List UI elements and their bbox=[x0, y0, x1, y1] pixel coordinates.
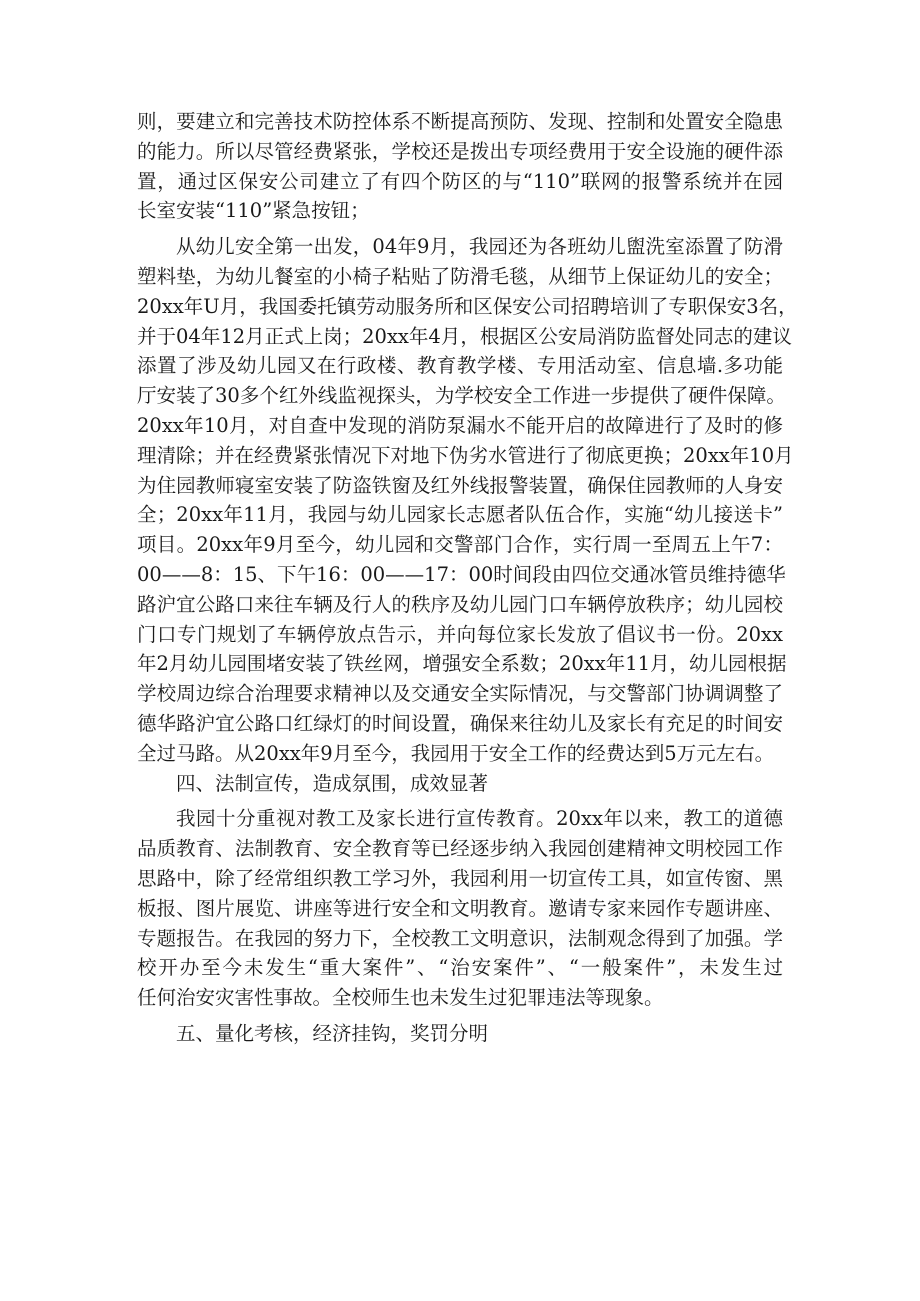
text-line: 专题报告。在我园的努力下，全校教工文明意识，法制观念得到了加强。学 bbox=[137, 926, 783, 950]
text-line: 00——8：15、下午16：00——17：00时间段由四位交通冰管员维持德华 bbox=[137, 562, 786, 586]
text-line: 从幼儿安全第一出发，04年9月，我园还为各班幼儿盥洗室添置了防滑 bbox=[176, 235, 783, 259]
document-body bbox=[137, 107, 798, 1049]
text-line: 长室安装“110”紧急按钮； bbox=[137, 199, 370, 223]
paragraph-2 bbox=[137, 232, 798, 768]
text-line: 添置了涉及幼儿园又在行政楼、教育教学楼、专用活动室、信息墙.多功能 bbox=[137, 354, 783, 378]
text-line: 全；20xx年11月，我园与幼儿园家长志愿者队伍合作，实施“幼儿接送卡” bbox=[137, 503, 783, 527]
text-line: 项目。20xx年9月至今，幼儿园和交警部门合作，实行周一至周五上午7： bbox=[137, 533, 783, 557]
section-heading-5 bbox=[137, 1019, 783, 1049]
text-line: 并于04年12月正式上岗；20xx年4月，根据区公安局消防监督处同志的建议 bbox=[137, 324, 792, 348]
text-line: 我园十分重视对教工及家长进行宣传教育。20xx年以来，教工的道德 bbox=[176, 807, 783, 831]
text-line: 学校周边综合治理要求精神以及交通安全实际情况，与交警部门协调调整了 bbox=[137, 682, 783, 706]
text-line: 德华路沪宜公路口红绿灯的时间设置，确保来往幼儿及家长有充足的时间安 bbox=[137, 711, 783, 735]
heading-text: 五、量化考核，经济挂钩，奖罚分明 bbox=[176, 1021, 489, 1045]
section-heading-4 bbox=[137, 769, 783, 799]
text-line: 思路中，除了经常组织教工学习外，我园利用一切宣传工具，如宣传窗、黑 bbox=[137, 866, 783, 890]
text-line: 品质教育、法制教育、安全教育等已经逐步纳入我园创建精神文明校园工作 bbox=[137, 837, 783, 861]
paragraph-3 bbox=[137, 804, 783, 1013]
text-line: 20xx年U月，我国委托镇劳动服务所和区保安公司招聘培训了专职保安3名， bbox=[137, 294, 798, 318]
text-line: 置，通过区保安公司建立了有四个防区的与“110”联网的报警系统并在园 bbox=[137, 169, 783, 193]
text-line: 20xx年10月，对自查中发现的消防泵漏水不能开启的故障进行了及时的修 bbox=[137, 413, 783, 437]
text-line: 板报、图片展览、讲座等进行安全和文明教育。邀请专家来园作专题讲座、 bbox=[137, 896, 783, 920]
paragraph-1 bbox=[137, 107, 783, 226]
text-line: 理清除；并在经费紧张情况下对地下伪劣水管进行了彻底更换；20xx年10月 bbox=[137, 443, 794, 467]
text-line: 任何治安灾害性事故。全校师生也未发生过犯罪违法等现象。 bbox=[137, 986, 664, 1010]
text-line: 年2月幼儿园围堵安装了铁丝网，增强安全系数；20xx年11月，幼儿园根据 bbox=[137, 652, 787, 676]
text-line: 全过马路。从20xx年9月至今，我园用于安全工作的经费达到5万元左右。 bbox=[137, 741, 775, 765]
text-line: 则，要建立和完善技术防控体系不断提高预防、发现、控制和处置安全隐患 bbox=[137, 110, 783, 133]
heading-text: 四、法制宣传，造成氛围，成效显著 bbox=[176, 771, 489, 795]
text-line: 厅安装了30多个红外线监视探头，为学校安全工作进一步提供了硬件保障。 bbox=[137, 384, 786, 408]
text-line: 为住园教师寝室安装了防盗铁窗及红外线报警装置，确保住园教师的人身安 bbox=[137, 473, 783, 497]
text-line: 门口专门规划了车辆停放点告示，并向每位家长发放了倡议书一份。20xx bbox=[137, 622, 783, 646]
text-line: 校开办至今未发生“重大案件”、“治安案件”、“一般案件”，未发生过 bbox=[137, 956, 783, 980]
text-line: 塑料垫，为幼儿餐室的小椅子粘贴了防滑毛毯，从细节上保证幼儿的安全； bbox=[137, 264, 783, 288]
text-line: 的能力。所以尽管经费紧张，学校还是拨出专项经费用于安全设施的硬件添 bbox=[137, 139, 783, 163]
text-line: 路沪宜公路口来往车辆及行人的秩序及幼儿园门口车辆停放秩序；幼儿园校 bbox=[137, 592, 783, 616]
